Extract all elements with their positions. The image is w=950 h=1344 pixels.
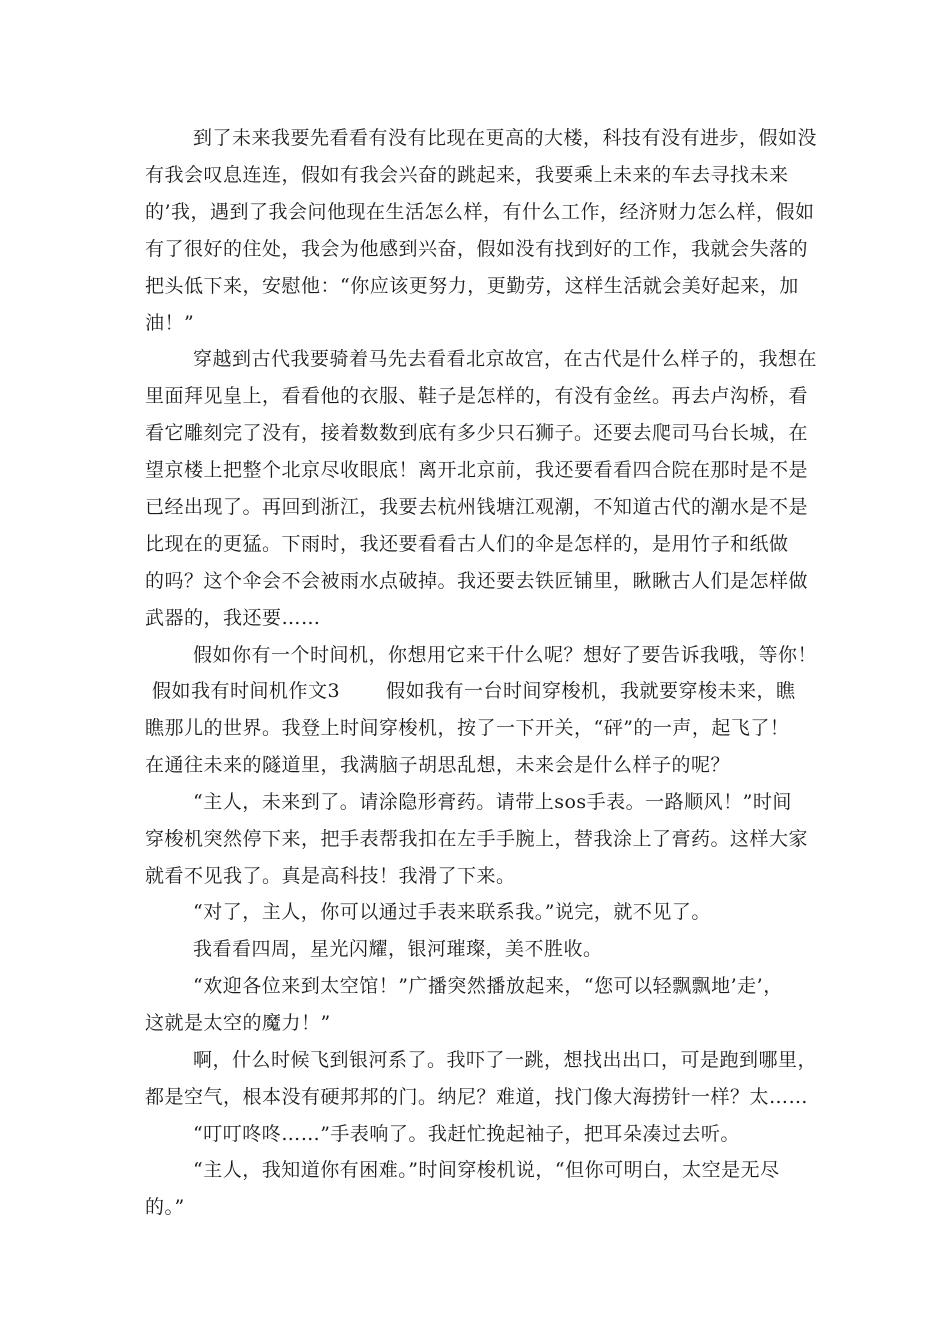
text-line: 武器的，我还要…… [145, 607, 321, 629]
text-line: 瞧那儿的世界。我登上时间穿梭机，按了一下开关，“砰”的一声，起飞了！ [145, 717, 790, 739]
text-line: 油！” [145, 312, 195, 334]
text-line: 在通往未来的隧道里，我满脑子胡思乱想，未来会是什么样子的呢？ [145, 754, 731, 776]
text-line: 有了很好的住处，我会为他感到兴奋，假如没有找到好的工作，我就会失落的 [145, 238, 809, 260]
text-line: 就看不见我了。真是高科技！我滑了下来。 [145, 865, 516, 887]
text-line: 的吗？这个伞会不会被雨水点破掉。我还要去铁匠铺里，瞅瞅古人们是怎样做 [145, 570, 809, 592]
text-line: 啊，什么时候飞到银河系了。我吓了一跳，想找出出口，可是跑到哪里， [193, 1049, 818, 1071]
text-line: 假如我有一台时间穿梭机，我就要穿梭未来，瞧 [386, 680, 796, 702]
text-line: 里面拜见皇上，看看他的衣服、鞋子是怎样的，有没有金丝。再去卢沟桥，看 [145, 385, 809, 407]
text-line: 看它雕刻完了没有，接着数数到底有多少只石狮子。还要去爬司马台长城，在 [145, 422, 809, 444]
text-line: “叮叮咚咚……”手表响了。我赶忙挽起袖子，把耳朵凑过去听。 [193, 1123, 740, 1145]
text-line: 假如你有一个时间机，你想用它来干什么呢？想好了要告诉我哦，等你！ [193, 644, 818, 666]
text-line: 我看看四周，星光闪耀，银河璀璨，美不胜收。 [193, 938, 603, 960]
text-line: 有我会叹息连连，假如有我会兴奋的跳起来，我要乘上未来的车去寻找未来 [145, 164, 789, 186]
text-line: “对了，主人，你可以通过手表来联系我。”说完，就不见了。 [193, 901, 711, 923]
text-line: 的。” [145, 1196, 185, 1218]
text-line: 都是空气，根本没有硬邦邦的门。纳尼？难道，找门像大海捞针一样？太…… [145, 1086, 809, 1108]
text-line: 把头低下来，安慰他：“你应该更努力，更勤劳，这样生活就会美好起来，加 [145, 275, 799, 297]
text-line: “主人，我知道你有困难。”时间穿梭机说，“但你可明白，太空是无尽 [193, 1159, 780, 1181]
text-line: 这就是太空的魔力！” [145, 1012, 331, 1034]
text-line: 的’我，遇到了我会问他现在生活怎么样，有什么工作，经济财力怎么样，假如 [145, 201, 815, 223]
text-line: 比现在的更猛。下雨时，我还要看看古人们的伞是怎样的，是用竹子和纸做 [145, 533, 789, 555]
text-line: 穿梭机突然停下来，把手表帮我扣在左手手腕上，替我涂上了膏药。这样大家 [145, 828, 809, 850]
text-line: “主人，未来到了。请涂隐形膏药。请带上sos手表。一路顺风！”时间 [193, 791, 792, 813]
text-line: 望京楼上把整个北京尽收眼底！离开北京前，我还要看看四合院在那时是不是 [145, 459, 809, 481]
essay-title: 假如我有时间机作文3 [152, 680, 341, 702]
text-line: 穿越到古代我要骑着马先去看看北京故宫，在古代是什么样子的，我想在 [193, 348, 818, 370]
text-line: 已经出现了。再回到浙江，我要去杭州钱塘江观潮，不知道古代的潮水是不是 [145, 496, 809, 518]
text-line: 到了未来我要先看看有没有比现在更高的大楼，科技有没有进步，假如没 [193, 127, 818, 149]
text-line: “欢迎各位来到太空馆！”广播突然播放起来，“您可以轻飘飘地’走’， [193, 975, 783, 997]
